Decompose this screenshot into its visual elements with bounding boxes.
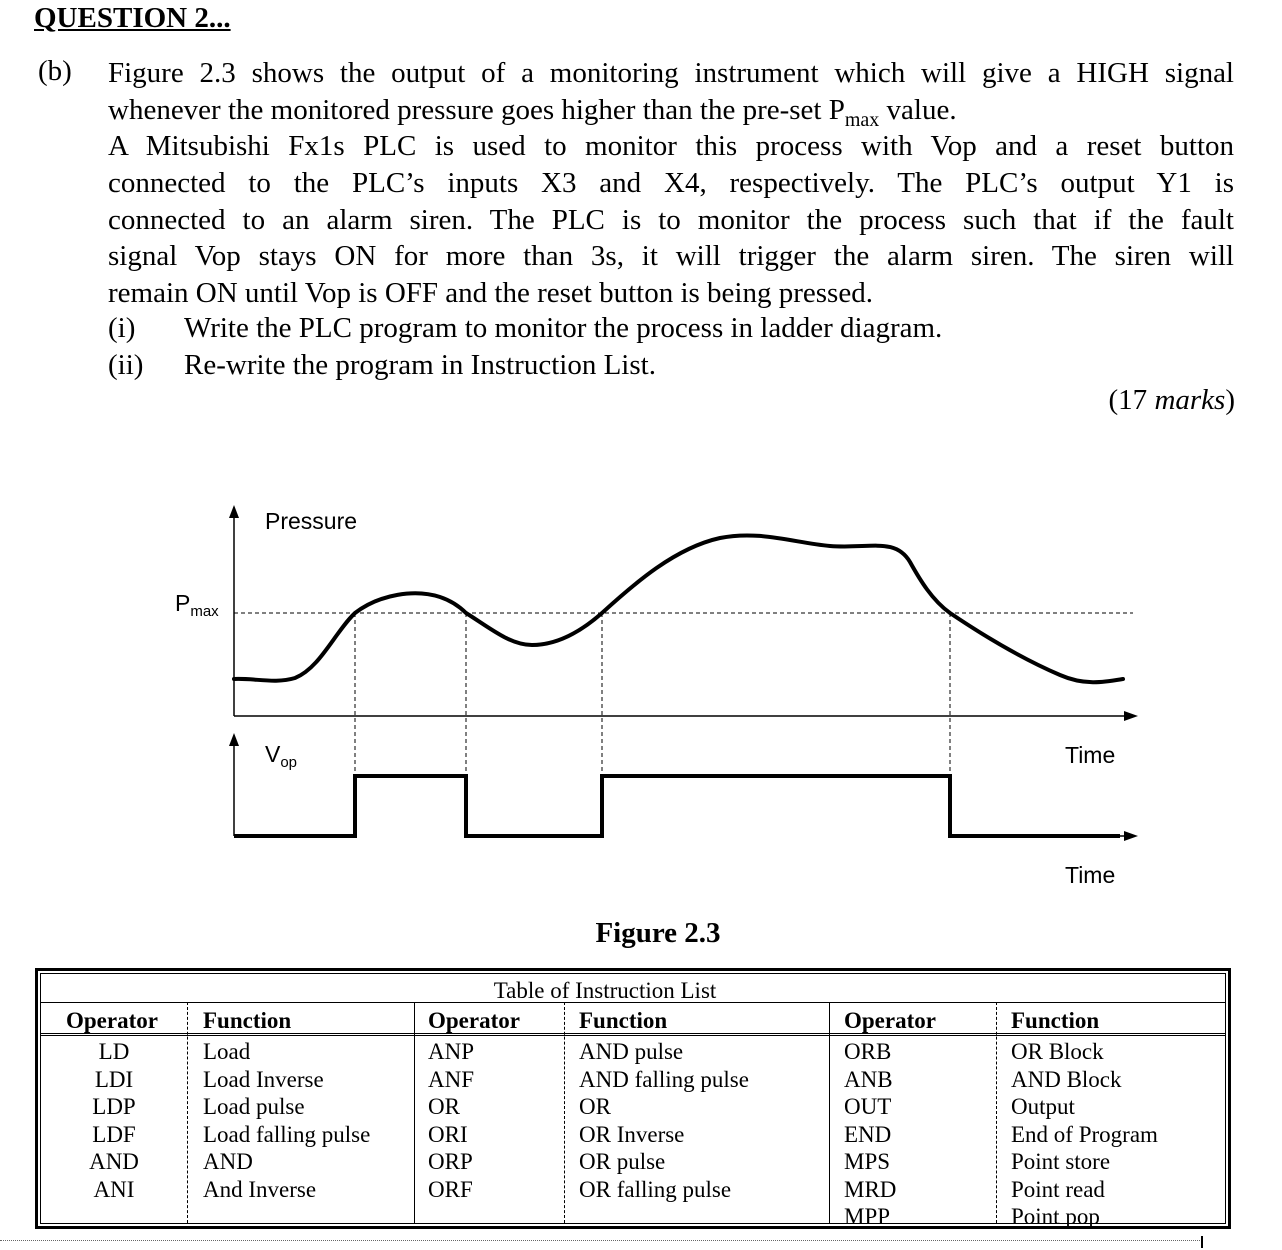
column-divider bbox=[996, 1002, 997, 1223]
paragraph-line: Figure 2.3 shows the output of a monitoring instrument which will give a HIGH signal bbox=[108, 57, 1234, 89]
question-paragraph bbox=[108, 55, 1234, 312]
function-cell: Output bbox=[1011, 1094, 1075, 1119]
function-cell: End of Program bbox=[1011, 1121, 1158, 1147]
function-cell: OR bbox=[579, 1094, 611, 1119]
function-cell: OR Block bbox=[1011, 1039, 1104, 1064]
sub-item-i bbox=[108, 312, 942, 345]
table-title: Table of Instruction List bbox=[41, 974, 1225, 1003]
header-operator: Operator bbox=[844, 1008, 936, 1033]
column-divider bbox=[187, 1002, 188, 1223]
column-divider bbox=[414, 1002, 415, 1223]
operator-column-1 bbox=[41, 1038, 187, 1203]
operator-cell: MPP bbox=[844, 1204, 891, 1229]
function-cell: Point read bbox=[1011, 1176, 1105, 1202]
paragraph-line: connected to the PLC’s inputs X3 and X4, respectively. The PLC’s output Y1 is bbox=[108, 167, 1234, 200]
time-label-pressure-axis: Time bbox=[1065, 742, 1116, 768]
operator-cell: ANF bbox=[428, 1066, 475, 1092]
sub-item-number: (ii) bbox=[108, 349, 144, 381]
operator-cell: MRD bbox=[844, 1176, 897, 1202]
function-cell: AND pulse bbox=[579, 1039, 684, 1064]
pressure-label: Pressure bbox=[265, 508, 358, 534]
function-cell: AND falling pulse bbox=[579, 1066, 749, 1092]
function-cell: And Inverse bbox=[203, 1176, 317, 1202]
pressure-x-arrow bbox=[1124, 711, 1138, 721]
paragraph-line: signal Vop stays ON for more than 3s, it will trigger the alarm siren. The siren will bbox=[108, 240, 1234, 273]
operator-cell: ANB bbox=[844, 1066, 893, 1092]
sub-item-text: Write the PLC program to monitor the process in ladder diagram. bbox=[184, 312, 943, 344]
marks-allocation: (17 marks) bbox=[1108, 384, 1235, 416]
vop-waveform bbox=[234, 776, 1120, 836]
operator-cell: END bbox=[844, 1121, 892, 1147]
header-function: Function bbox=[203, 1008, 292, 1033]
function-cell: Point store bbox=[1011, 1149, 1111, 1174]
function-cell: Load falling pulse bbox=[203, 1121, 371, 1147]
part-label: (b) bbox=[38, 55, 72, 87]
function-column-3 bbox=[1011, 1038, 1158, 1231]
operator-cell: OR bbox=[428, 1094, 460, 1119]
pmax-label: $P_{max}$ bbox=[175, 590, 219, 620]
page-bottom-tick bbox=[1201, 1236, 1203, 1248]
pressure-y-arrow bbox=[229, 505, 239, 518]
function-cell: OR pulse bbox=[579, 1149, 666, 1174]
operator-cell: MPS bbox=[844, 1149, 891, 1174]
operator-column-2 bbox=[428, 1038, 474, 1203]
paragraph-line: connected to an alarm siren. The PLC is to monitor the process such that if the fault bbox=[108, 203, 1234, 236]
paragraph-line: remain ON until Vop is OFF and the reset button is being pressed. bbox=[108, 277, 873, 310]
pmax-subscript: max bbox=[844, 108, 880, 131]
function-cell: AND Block bbox=[1011, 1066, 1122, 1092]
function-cell: Load pulse bbox=[203, 1094, 305, 1119]
paragraph-line: whenever the monitored pressure goes higher than the pre-set $P_{max}$ value. bbox=[108, 93, 957, 131]
vop-y-arrow bbox=[229, 733, 239, 746]
pressure-curve bbox=[234, 535, 1123, 682]
sub-item-ii bbox=[108, 349, 656, 382]
header-operator: Operator bbox=[428, 1008, 520, 1033]
operator-cell: LDP bbox=[92, 1094, 136, 1119]
vop-label: $V_{op}$ bbox=[265, 741, 298, 771]
header-operator: Operator bbox=[66, 1008, 158, 1033]
function-column-1 bbox=[203, 1038, 370, 1203]
question-heading: QUESTION 2... bbox=[34, 2, 231, 34]
header-function: Function bbox=[1011, 1008, 1100, 1033]
operator-cell: ORB bbox=[844, 1039, 892, 1064]
operator-cell: LDI bbox=[94, 1066, 134, 1092]
operator-cell: ANP bbox=[428, 1039, 475, 1064]
figure-2-3 bbox=[0, 500, 1282, 888]
operator-cell: AND bbox=[89, 1149, 139, 1174]
operator-cell: ANI bbox=[93, 1176, 135, 1202]
header-function: Function bbox=[579, 1008, 668, 1033]
function-cell: OR Inverse bbox=[579, 1121, 685, 1147]
vop-x-arrow bbox=[1124, 831, 1138, 841]
function-cell: Load Inverse bbox=[203, 1066, 324, 1092]
operator-column-3 bbox=[844, 1038, 896, 1231]
instruction-list-table bbox=[35, 968, 1231, 1229]
function-column-2 bbox=[579, 1038, 749, 1203]
column-divider bbox=[829, 1002, 830, 1223]
sub-item-number: (i) bbox=[108, 312, 136, 344]
operator-cell: ORP bbox=[428, 1149, 473, 1174]
function-cell: OR falling pulse bbox=[579, 1176, 732, 1202]
function-cell: Point pop bbox=[1011, 1204, 1100, 1229]
figure-caption: Figure 2.3 bbox=[595, 917, 721, 949]
operator-cell: LD bbox=[98, 1039, 130, 1064]
operator-cell: ORF bbox=[428, 1176, 473, 1202]
column-divider bbox=[564, 1002, 565, 1223]
paragraph-line: A Mitsubishi Fx1s PLC is used to monitor this process with Vop and a reset button bbox=[108, 130, 1234, 163]
time-label-vop-axis: Time bbox=[1065, 862, 1116, 888]
function-cell: Load bbox=[203, 1039, 251, 1064]
table-header-row bbox=[41, 1005, 1225, 1036]
operator-cell: LDF bbox=[92, 1121, 136, 1147]
page-bottom-rule bbox=[0, 1240, 1200, 1241]
function-cell: AND bbox=[203, 1149, 253, 1174]
sub-item-text: Re-write the program in Instruction List. bbox=[184, 349, 656, 381]
operator-cell: OUT bbox=[844, 1094, 892, 1119]
operator-cell: ORI bbox=[428, 1121, 468, 1147]
